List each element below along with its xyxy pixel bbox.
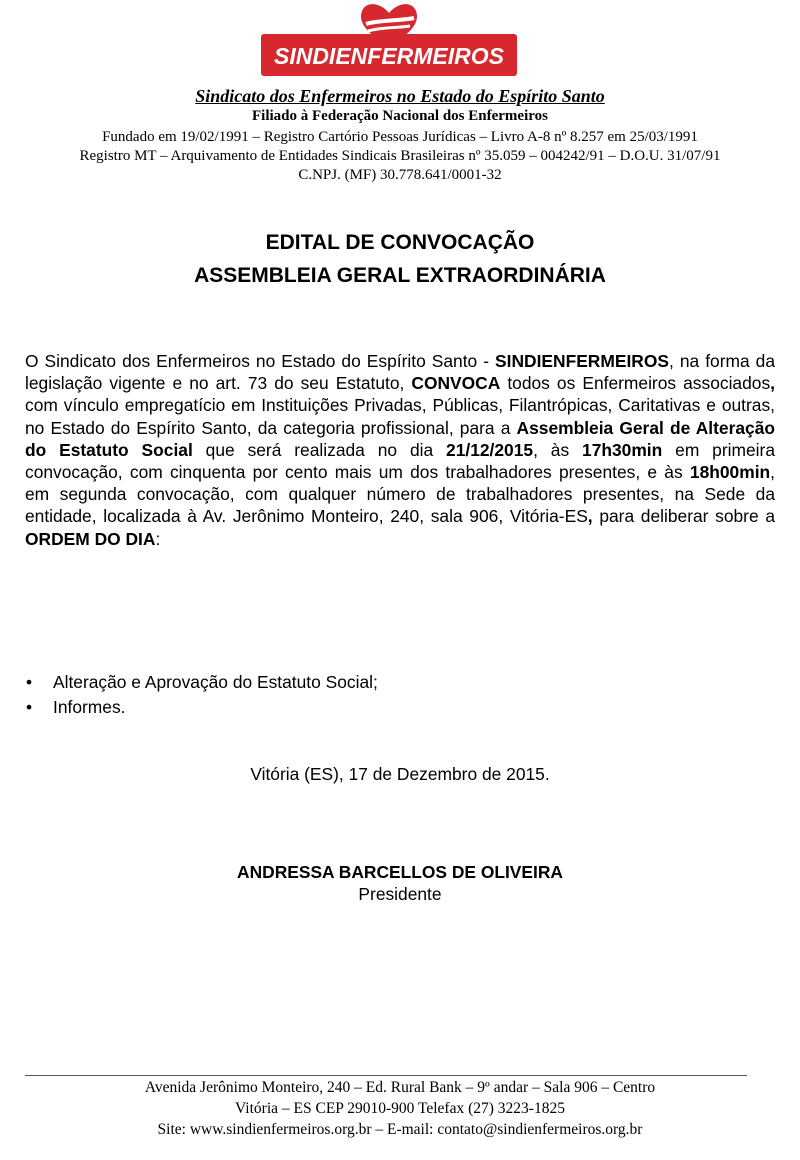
body-bold-first-time: 17h30min [582,439,663,460]
agenda-item-2: Informes. [53,697,126,717]
body-bold-convoca: CONVOCA [411,373,501,394]
body-text-4: com vínculo empregatício em Instituições Privadas, Públicas, Filantrópicas, Caritativas e outras, no Estado do Espírito Santo, da categoria profissional, para a [25,395,775,438]
body-text-1: O Sindicato dos Enfermeiros no Estado do Espírito Santo - [25,351,496,371]
bullet-icon: • [26,672,33,692]
body-text-10: : [155,528,161,549]
body-bold-comma-1: , [770,373,775,394]
footer-web: Site: www.sindienfermeiros.org.br – E-mail: contato@sindienfermeiros.org.br [157,1121,643,1138]
body-bold-comma-2: , [587,506,593,527]
affiliation: Filiado à Federação Nacional dos Enfermeiros [252,108,548,124]
body-text-3: todos os Enfermeiros associados [500,373,771,394]
body-bold-agenda: ORDEM DO DIA [25,528,156,549]
agenda-item-1: Alteração e Aprovação do Estatuto Social; [53,672,378,692]
registration-line-1: Fundado em 19/02/1991 – Registro Cartório Pessoas Jurídicas – Livro A-8 nº 8.257 em 25/03/1991 [102,129,698,145]
convocation-paragraph [25,350,775,550]
body-bold-date: 21/12/2015 [446,439,534,460]
list-item [22,670,378,695]
body-text-6: , às [533,439,583,460]
footer-divider [25,1075,747,1076]
document-title: EDITAL DE CONVOCAÇÃO [265,231,535,254]
signatory-role: Presidente [358,884,442,904]
body-text-5: que será realizada no dia [192,439,447,460]
body-bold-second-time: 18h00min [689,462,771,483]
org-name: Sindicato dos Enfermeiros no Estado do Espírito Santo [195,86,605,106]
signatory-name: ANDRESSA BARCELLOS DE OLIVEIRA [237,862,563,882]
document-subtitle: ASSEMBLEIA GERAL EXTRAORDINÁRIA [194,264,606,287]
date-line: Vitória (ES), 17 de Dezembro de 2015. [250,764,550,784]
bullet-icon: • [26,697,33,717]
footer-contact: Vitória – ES CEP 29010-900 Telefax (27) 3223-1825 [235,1100,565,1117]
sindienfermeiros-logo [258,0,520,80]
body-bold-assembly: Assembleia Geral de Alteração do Estatuto Social [25,417,775,460]
list-item [22,695,378,720]
body-text-7: em primeira convocação, com cinquenta por cento mais um dos trabalhadores presentes, e às [25,439,775,483]
footer-address: Avenida Jerônimo Monteiro, 240 – Ed. Rural Bank – 9º andar – Sala 906 – Centro [144,1079,656,1096]
body-text-8: , em segunda convocação, com qualquer número de trabalhadores presentes, na Sede da entidade, localizada à Av. Jerônimo Monteiro, 240, sala 906, Vitória-ES [25,462,775,527]
logo-text: SINDIENFERMEIROS [273,43,505,69]
agenda-list [22,670,378,720]
body-bold-union: SINDIENFERMEIROS [495,351,669,371]
body-text-9: para deliberar sobre a [592,506,775,527]
registration-line-2: Registro MT – Arquivamento de Entidades Sindicais Brasileiras nº 35.059 – 004242/91 – D.O.U. 31/07/91 [79,148,721,164]
cnpj-line: C.NPJ. (MF) 30.778.641/0001-32 [298,167,502,183]
body-text-2: , na forma da legislação vigente e no art. 73 do seu Estatuto, [25,351,776,394]
